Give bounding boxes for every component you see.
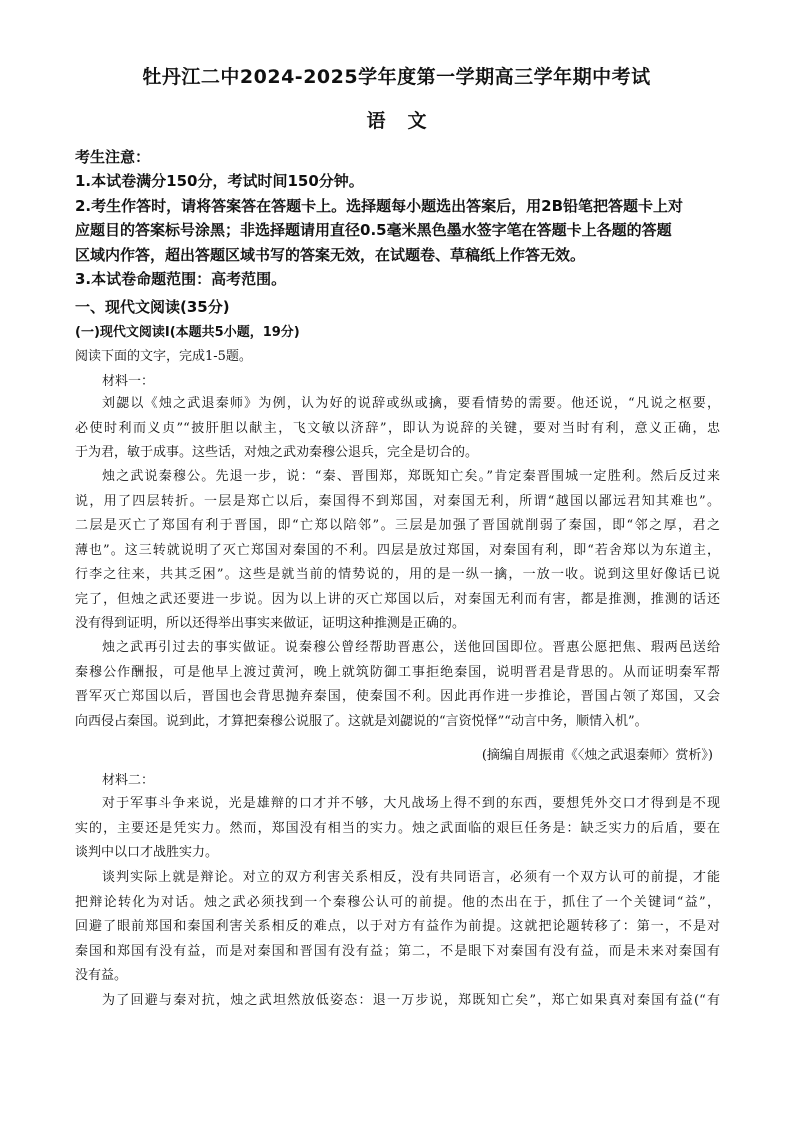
notice-line: 区域内作答，超出答题区域书写的答案无效，在试题卷、草稿纸上作答无效。 bbox=[75, 245, 586, 264]
candidate-notice bbox=[75, 145, 725, 291]
exam-title: 牡丹江二中2024-2025学年度第一学期高三学年期中考试 bbox=[142, 66, 651, 88]
text-line: 把辩论转化为对话。烛之武必须找到一个秦穆公认可的前提。他的杰出在于，抓住了一个关键词“益”， bbox=[75, 894, 720, 910]
text-line: 谈判中以口才战胜实力。 bbox=[75, 845, 219, 860]
text-line: 烛之武说秦穆公。先退一步，说：“秦、晋围郑，郑既知亡矣。”肯定秦晋围城一定胜利。然后反过来 bbox=[102, 469, 720, 484]
text-line: 薄也”。这三转就说明了灭亡郑国对秦国的不利。四层是放过郑国，对秦国有利，即“若舍郑以为东道主， bbox=[75, 542, 720, 558]
text-line: 没有得到证明，所以还得举出事实来做证，证明这种推测是正确的。 bbox=[75, 616, 466, 631]
notice-heading: 考生注意： bbox=[75, 148, 151, 166]
material-label: 材料二： bbox=[102, 773, 155, 788]
paragraph bbox=[75, 792, 720, 866]
text-line: 实的，主要还是凭实力。然而，郑国没有相当的实力。烛之武面临的艰巨任务是：缺乏实力的后盾，要在 bbox=[75, 820, 720, 836]
text-line: 烛之武再引过去的事实做证。说秦穆公曾经帮助晋惠公，送他回国即位。晋惠公愿把焦、瑕两邑送给 bbox=[102, 640, 720, 655]
text-line: 必使时利而义贞”“披肝胆以献主，飞文敏以济辞”，即认为说辞的关键，要对当时有利，意义正确，忠 bbox=[75, 420, 720, 436]
text-line: 为了回避与秦对抗，烛之武坦然放低姿态：退一万步说，郑既知亡矣”，郑亡如果真对秦国有益(“有 bbox=[102, 993, 720, 1008]
notice-line: 应题目的答案标号涂黑；非选择题请用直径0.5毫米黑色墨水签字笔在答题卡上各题的答题 bbox=[75, 221, 672, 240]
text-line: 行李之往来，共其乏困”。这些是就当前的情势说的，用的是一纵一擒，一放一收。说到这里好像话已说 bbox=[75, 567, 720, 582]
text-line: 秦国和郑国有没有益，而是对秦国和晋国有没有益；第二，不是眼下对秦国有没有益，而是未来对秦国有 bbox=[75, 943, 720, 959]
text-line: 回避了眼前郑国和秦国利害关系相反的难点，以于对方有益作为前提。这就把论题转移了：第一，不是对 bbox=[75, 919, 720, 934]
text-line: 刘勰以《烛之武退秦师》为例，认为好的说辞或纵或擒，要看情势的需要。他还说，“凡说之枢要， bbox=[102, 396, 720, 411]
material-label: 材料一： bbox=[102, 374, 155, 389]
notice-line: 2.考生作答时，请将答案答在答题卡上。选择题每小题选出答案后，用2B铅笔把答题卡上对 bbox=[75, 196, 684, 215]
paragraph bbox=[75, 392, 720, 466]
sub-section-heading: (一)现代文阅读Ⅰ(本题共5小题，19分) bbox=[75, 325, 300, 340]
section-heading: 一、现代文阅读(35分) bbox=[75, 298, 230, 316]
reading-instruction: 阅读下面的文字，完成1-5题。 bbox=[75, 349, 252, 364]
paragraph bbox=[75, 636, 720, 734]
text-line: 完了，但烛之武还要进一步说。因为以上讲的灭亡郑国以后，对秦国无利而有害，都是推测，推测的话还 bbox=[75, 591, 720, 607]
text-line: 谈判实际上就是辩论。对立的双方利害关系相反，没有共同语言，必须有一个双方认可的前提，才能 bbox=[102, 870, 720, 885]
notice-line: 1.本试卷满分150分，考试时间150分钟。 bbox=[75, 172, 364, 191]
text-line: 说，用了四层转折。一层是郑亡以后，秦国得不到郑国，对秦国无利，所谓“越国以鄙远君知其难也”。 bbox=[75, 493, 720, 509]
source-citation: (摘编自周振甫《〈烛之武退秦师〉赏析》) bbox=[481, 748, 713, 763]
text-line: 秦穆公作酬报，可是他早上渡过黄河，晚上就筑防御工事拒绝秦国，说明晋君是背思的。从而证明秦军帮 bbox=[75, 664, 720, 680]
notice-line: 3.本试卷命题范围：高考范围。 bbox=[75, 270, 287, 289]
text-line: 二层是灭亡了郑国有利于晋国，即“亡郑以陪邻”。三层是加强了晋国就削弱了秦国，即“邻之厚，君之 bbox=[75, 518, 720, 533]
paragraph bbox=[75, 866, 720, 989]
paragraph bbox=[75, 465, 720, 637]
subject-title: 语文 bbox=[366, 110, 449, 132]
text-line: 对于军事斗争来说，光是雄辩的口才并不够，大凡战场上得不到的东西，要想凭外交口才得到是不现 bbox=[102, 796, 720, 811]
text-line: 晋军灭亡郑国以后，晋国也会背思抛弃秦国，使秦国不利。因此再作进一步推论，晋国占领了郑国，又会 bbox=[75, 689, 720, 704]
paragraph bbox=[75, 989, 720, 1014]
text-line: 向西侵占秦国。说到此，才算把秦穆公说服了。这就是刘勰说的“言资悦怿”“动言中务，顺情入机”。 bbox=[75, 713, 648, 729]
text-line: 没有益。 bbox=[75, 968, 128, 983]
text-line: 于为君，敏于成事。这些话，对烛之武劝秦穆公退兵，完全是切合的。 bbox=[75, 445, 479, 460]
